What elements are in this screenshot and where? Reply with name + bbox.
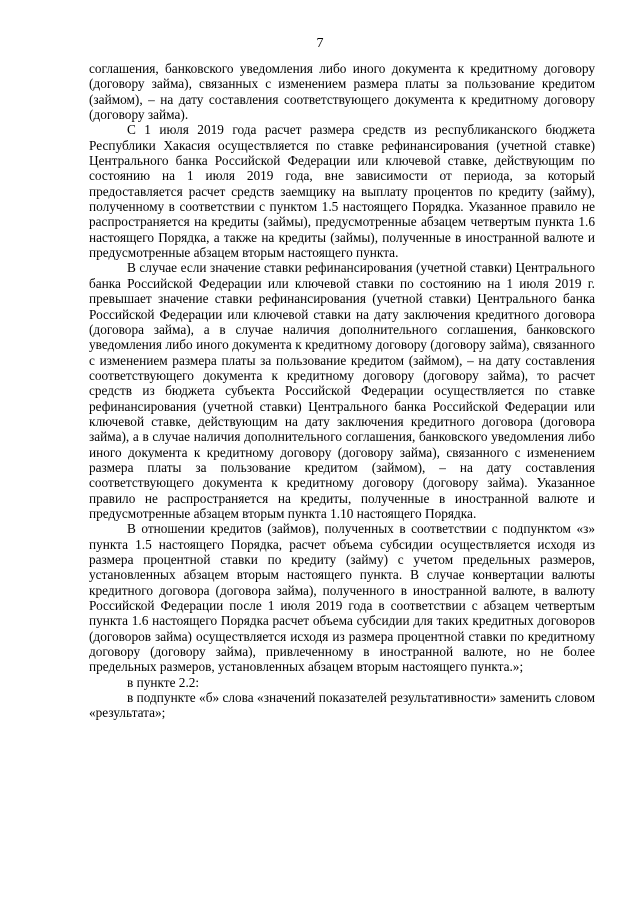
page-number: 7 bbox=[316, 36, 324, 51]
paragraph-subitem-b: в подпункте «б» слова «значений показателей результативности» заменить словом «результата»; bbox=[89, 690, 595, 721]
paragraph-rate-exceeds: В случае если значение ставки рефинансирования (учетной ставки) Центрального банка Российской Федерации или ключевой ставки по состоянию на 1 июля 2019 г. превышает значение ставки рефинансирования (учетной ставки) Центрального банка Российской Федерации или ключевой ставки на дату заключения кредитного договора (договора займа), а в случае наличия дополнительного соглашения, банковского уведомления либо иного документа к кредитному договору (договору займа), связанного с изменением размера платы за пользование кредитом (займом), – на дату составления соответствующего документа к кредитному договору (договору займа), то расчет средств из бюджета субъекта Российской Федерации осуществляется по ставке рефинансирования (учетной ставки) Центрального банка Российской Федерации или ключевой ставке, действующим на дату заключения кредитного договора (договора займа), а в случае наличия дополнительного соглашения, банковского уведомления либо иного документа к кредитному договору (договору займа), связанного с изменением размера платы за пользование кредитом (займом), – на дату составления соответствующего документа к кредитному договору (договору займа). Указанное правило не распространяется на кредиты, полученные в иностранной валюте и предусмотренные абзацем вторым пункта 1.10 настоящего Порядка. bbox=[89, 260, 595, 521]
paragraph-loans-subitem-z: В отношении кредитов (займов), полученных в соответствии с подпунктом «з» пункта 1.5 настоящего Порядка, расчет объема субсидии осуществляется исходя из размера процентной ставки по кредиту (займу) с учетом предельных размеров, установленных абзацем вторым настоящего пункта. В случае конвертации валюты кредитного договора (договора займа), полученного в иностранной валюте, в валюту Российской Федерации после 1 июля 2019 года в соответствии с абзацем четвертым пункта 1.6 настоящего Порядка расчет объема субсидии для таких кредитных договоров (договоров займа) осуществляется исходя из размера процентной ставки по кредитному договору (договору займа), привлеченному в иностранной валюте, но не более предельных размеров, установленных абзацем вторым настоящего пункта.»; bbox=[89, 521, 595, 675]
paragraph-continuation: соглашения, банковского уведомления либо иного документа к кредитному договору (договору займа), связанных с изменением размера платы за пользование кредитом (займом), – на дату составления соответствующего документа к кредитному договору (договору займа). bbox=[89, 61, 595, 123]
paragraph-clause-2-2: в пункте 2.2: bbox=[127, 674, 200, 690]
document-body bbox=[89, 61, 595, 721]
paragraph-rate-calculation: С 1 июля 2019 года расчет размера средств из республиканского бюджета Республики Хакасия осуществляется по ставке рефинансирования (учетной ставке) Центрального банка Российской Федерации или ключевой ставке, действующим по состоянию на 1 июля 2019 года, вне зависимости от периода, за который предоставляется расчет средств заемщику на выплату процентов по кредиту (займу), полученному в соответствии с пунктом 1.5 настоящего Порядка. Указанное правило не распространяется на кредиты (займы), предусмотренные абзацем четвертым пункта 1.6 настоящего Порядка, а также на кредиты (займы), полученные в иностранной валюте и предусмотренные абзацем вторым настоящего пункта. bbox=[89, 122, 595, 261]
